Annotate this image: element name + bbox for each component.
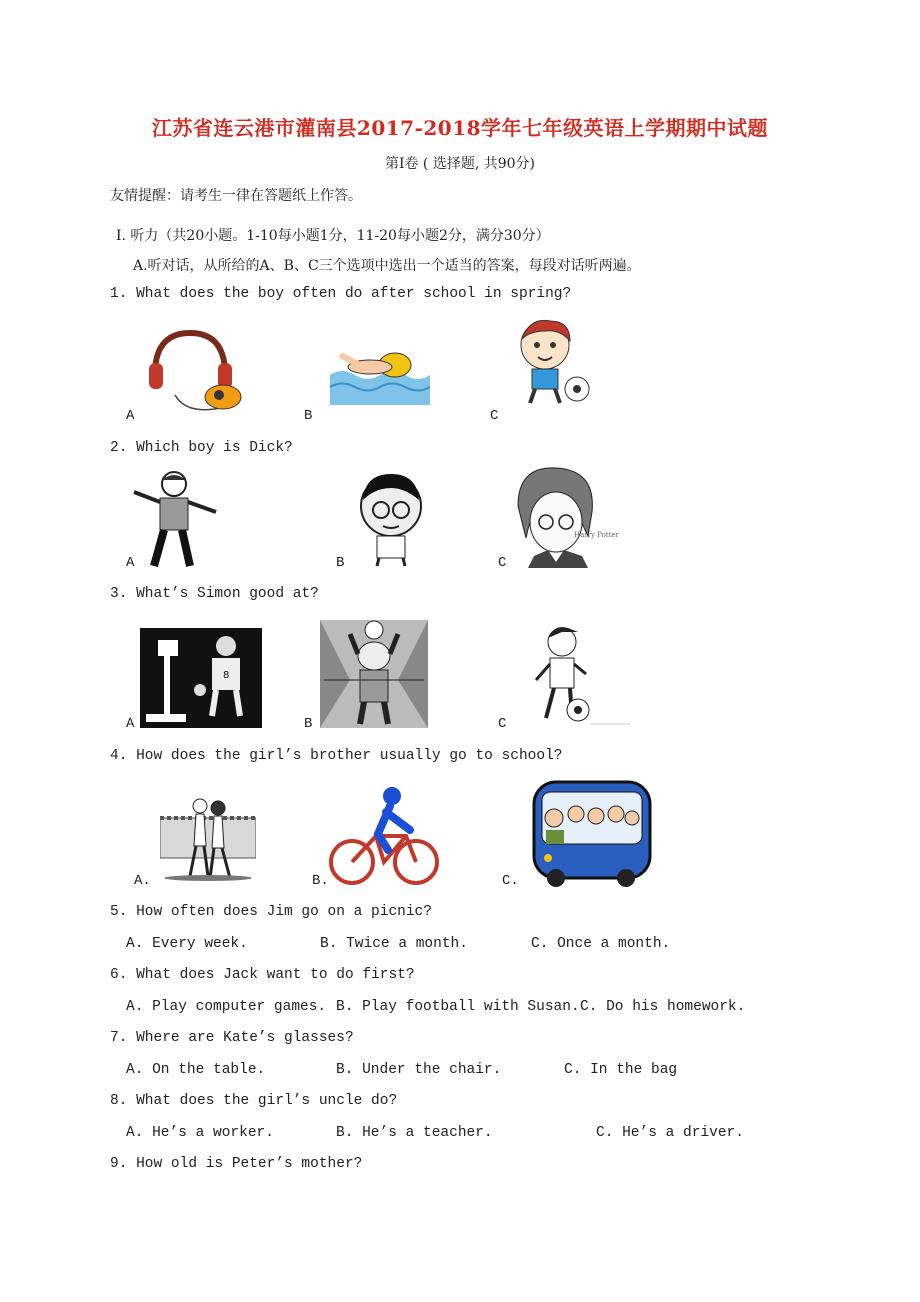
tall-boy-image: [130, 470, 220, 568]
section-heading: Ⅰ. 听力（共20小题。1-10每小题1分，11-20每小题2分，满分30分）: [116, 228, 550, 244]
volleyball-image: [320, 620, 428, 728]
swimming-image: [330, 325, 430, 405]
q3-label-b: B: [304, 716, 313, 732]
q5-option-a: A. Every week.: [126, 936, 248, 952]
q1-label-c: C: [490, 408, 499, 424]
q6-option-c: C. Do his homework.: [580, 999, 746, 1015]
walking-image: [160, 796, 256, 882]
bicycle-image: [326, 786, 440, 886]
question-7: 7. Where are Kate’s glasses?: [110, 1030, 354, 1046]
page-title: 江苏省连云港市灌南县2017-2018学年七年级英语上学期期中试题: [151, 116, 769, 140]
q8-option-c: C. He’s a driver.: [596, 1125, 744, 1141]
q8-option-a: A. He’s a worker.: [126, 1125, 274, 1141]
question-5: 5. How often does Jim go on a picnic?: [110, 904, 432, 920]
q3-label-c: C: [498, 716, 507, 732]
q4-label-c: C.: [502, 873, 519, 889]
q8-option-b: B. He’s a teacher.: [336, 1125, 493, 1141]
paper-subtitle: 第Ⅰ卷 ( 选择题, 共90分): [384, 156, 536, 172]
question-1: 1. What does the boy often do after school in spring?: [110, 286, 572, 302]
reminder-text: 友情提醒：请考生一律在答题纸上作答。: [110, 188, 362, 204]
q5-option-c: C. Once a month.: [531, 936, 671, 952]
harry-potter-image: [508, 466, 608, 568]
boy-with-glasses-image: [355, 470, 430, 568]
q7-option-c: C. In the bag: [564, 1062, 678, 1078]
bus-image: [530, 778, 654, 888]
q2-label-c: C: [498, 555, 507, 571]
part-a-instruction: A.听对话，从所给的A、B、C三个选项中选出一个适当的答案，每段对话听两遍。: [133, 258, 641, 274]
svg-text:8: 8: [223, 670, 230, 681]
question-4: 4. How does the girl’s brother usually go to school?: [110, 748, 563, 764]
q4-label-b: B.: [312, 873, 329, 889]
boy-football-image: [500, 315, 595, 407]
question-2: 2. Which boy is Dick?: [110, 440, 293, 456]
question-9: 9. How old is Peter’s mother?: [110, 1156, 363, 1172]
q5-option-b: B. Twice a month.: [320, 936, 468, 952]
question-6: 6. What does Jack want to do first?: [110, 967, 415, 983]
question-8: 8. What does the girl’s uncle do?: [110, 1093, 398, 1109]
q6-option-b: B. Play football with Susan.: [336, 999, 580, 1015]
q6-option-a: A. Play computer games.: [126, 999, 327, 1015]
boy-soccer-image: [532, 624, 630, 728]
q7-option-b: B. Under the chair.: [336, 1062, 502, 1078]
q1-label-b: B: [304, 408, 313, 424]
harry-potter-caption: Harry Potter: [574, 531, 619, 539]
q2-label-b: B: [336, 555, 345, 571]
headphones-image: [145, 325, 245, 415]
q4-label-a: A.: [134, 873, 151, 889]
q2-label-a: A: [126, 555, 135, 571]
question-3: 3. What’s Simon good at?: [110, 586, 319, 602]
q1-label-a: A: [126, 408, 135, 424]
basketball-image: [140, 628, 262, 728]
q3-label-a: A: [126, 716, 135, 732]
q7-option-a: A. On the table.: [126, 1062, 266, 1078]
